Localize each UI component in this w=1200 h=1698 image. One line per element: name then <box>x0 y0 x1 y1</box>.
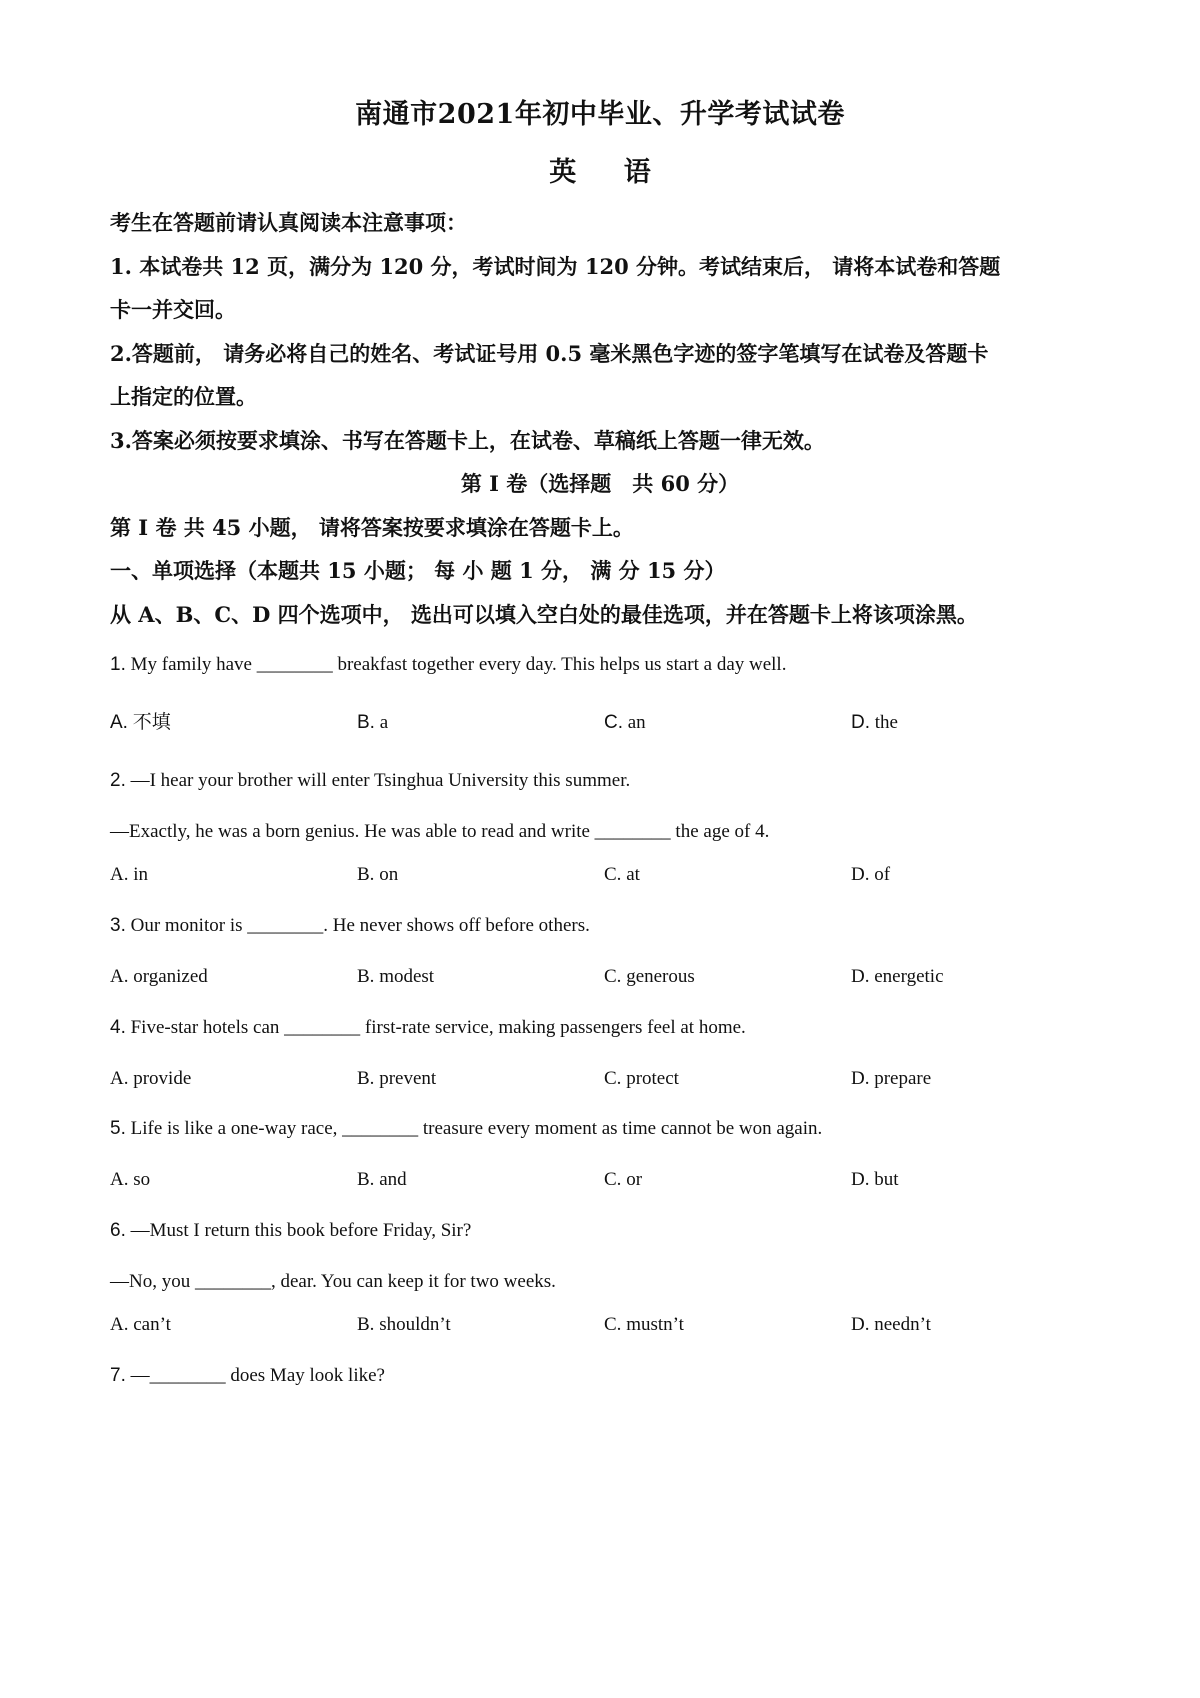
option-text: generous <box>626 966 695 987</box>
option-b <box>357 710 388 736</box>
question-4-options <box>110 1066 1100 1092</box>
question-number: 7. <box>110 1365 126 1386</box>
option-text: in <box>133 864 149 885</box>
question-text: Our monitor is ________. He never shows off before others. <box>130 915 590 936</box>
option-text: energetic <box>874 966 944 987</box>
option-text: of <box>874 864 891 885</box>
option-letter: D. <box>851 712 870 733</box>
option-d <box>851 1167 899 1193</box>
option-letter: B. <box>357 1169 375 1190</box>
question-text: —I hear your brother will enter Tsinghua University this summer. <box>130 770 631 791</box>
option-letter: B. <box>357 1314 375 1335</box>
option-text: or <box>626 1169 643 1190</box>
question-6-line-2: —No, you ________, dear. You can keep it for two weeks. <box>110 1271 556 1292</box>
option-text: prevent <box>379 1068 437 1089</box>
option-c <box>604 862 640 888</box>
question-6-options <box>110 1312 1100 1338</box>
option-a <box>110 964 208 990</box>
option-a <box>110 862 148 888</box>
option-text: at <box>626 864 640 885</box>
notice-item-1-cont: 卡一并交回。 <box>110 297 236 322</box>
option-d <box>851 862 890 888</box>
option-a <box>110 1066 191 1092</box>
question-text: —Must I return this book before Friday, Sir? <box>130 1220 472 1241</box>
option-text: organized <box>133 966 208 987</box>
section-instruction: 从 A、B、C、D 四个选项中， 选出可以填入空白处的最佳选项，并在答题卡上将该项涂黑。 <box>110 602 978 627</box>
question-2-line-2: —Exactly, he was a born genius. He was able to read and write ________ the age of 4. <box>110 821 770 842</box>
question-5-options <box>110 1167 1100 1193</box>
question-number: 1. <box>110 654 126 675</box>
option-d <box>851 1312 931 1338</box>
option-text: needn’t <box>874 1314 931 1335</box>
question-text: —________ does May look like? <box>130 1365 385 1386</box>
notice-heading: 考生在答题前请认真阅读本注意事项： <box>110 210 467 235</box>
question-number: 5. <box>110 1118 126 1139</box>
option-c <box>604 964 695 990</box>
option-text: mustn’t <box>626 1314 684 1335</box>
question-2 <box>110 768 1100 794</box>
question-number: 3. <box>110 915 126 936</box>
option-letter: C. <box>604 712 623 733</box>
option-a <box>110 1312 171 1338</box>
option-text: and <box>379 1169 407 1190</box>
option-text: but <box>874 1169 899 1190</box>
exam-title: 南通市2021年初中毕业、升学考试试卷 <box>355 99 845 130</box>
question-number: 6. <box>110 1220 126 1241</box>
option-letter: A. <box>110 864 129 885</box>
question-1 <box>110 652 1100 678</box>
option-b <box>357 862 398 888</box>
option-letter: B. <box>357 1068 375 1089</box>
option-letter: B. <box>357 712 375 733</box>
question-2-options <box>110 862 1100 888</box>
option-letter: C. <box>604 1068 622 1089</box>
option-b <box>357 1312 451 1338</box>
option-d <box>851 964 944 990</box>
option-letter: A. <box>110 1169 129 1190</box>
notice-item-2: 2.答题前， 请务必将自己的姓名、考试证号用 0.5 毫米黑色字迹的签字笔填写在试卷及答题卡 <box>110 341 989 366</box>
question-4 <box>110 1015 1100 1041</box>
question-text: Five-star hotels can ________ first-rate service, making passengers feel at home. <box>130 1017 746 1038</box>
option-text: a <box>379 712 389 733</box>
option-a <box>110 1167 150 1193</box>
question-6 <box>110 1218 1100 1244</box>
option-letter: A. <box>110 1068 129 1089</box>
notice-item-1: 1. 本试卷共 12 页，满分为 120 分，考试时间为 120 分钟。考试结束后， 请将本试卷和答题 <box>110 254 1001 279</box>
exam-subject: 英 语 <box>549 157 651 188</box>
option-letter: C. <box>604 1169 622 1190</box>
question-7 <box>110 1363 1100 1389</box>
option-text: prepare <box>874 1068 932 1089</box>
option-letter: D. <box>851 1068 870 1089</box>
option-text: provide <box>133 1068 192 1089</box>
option-b <box>357 964 434 990</box>
option-text: shouldn’t <box>379 1314 451 1335</box>
question-3 <box>110 913 1100 939</box>
option-c <box>604 1066 679 1092</box>
option-letter: D. <box>851 966 870 987</box>
option-letter: A. <box>110 966 129 987</box>
option-c <box>604 1167 642 1193</box>
option-letter: B. <box>357 966 375 987</box>
section-title: 一、单项选择（本题共 15 小题； 每 小 题 1 分， 满 分 15 分） <box>110 558 726 583</box>
notice-item-3: 3.答案必须按要求填涂、书写在答题卡上，在试卷、草稿纸上答题一律无效。 <box>110 428 825 453</box>
option-letter: A. <box>110 712 128 733</box>
question-text: My family have ________ breakfast together every day. This helps us start a day well. <box>130 654 787 675</box>
option-b <box>357 1167 407 1193</box>
option-letter: C. <box>604 966 622 987</box>
option-text: protect <box>626 1068 679 1089</box>
option-letter: C. <box>604 864 622 885</box>
option-text: modest <box>379 966 435 987</box>
question-text: Life is like a one-way race, ________ treasure every moment as time cannot be won again. <box>130 1118 823 1139</box>
option-text: so <box>133 1169 151 1190</box>
option-letter: A. <box>110 1314 129 1335</box>
option-letter: B. <box>357 864 375 885</box>
option-c <box>604 710 646 736</box>
option-b <box>357 1066 436 1092</box>
option-d <box>851 710 898 736</box>
option-c <box>604 1312 684 1338</box>
option-text: 不填 <box>132 712 171 733</box>
question-number: 2. <box>110 770 126 791</box>
option-letter: D. <box>851 1169 870 1190</box>
option-letter: D. <box>851 864 870 885</box>
part-instruction: 第 I 卷 共 45 小题， 请将答案按要求填涂在答题卡上。 <box>110 515 634 540</box>
question-1-options <box>110 710 1100 736</box>
option-text: can’t <box>133 1314 171 1335</box>
question-5 <box>110 1116 1100 1142</box>
option-d <box>851 1066 931 1092</box>
option-a <box>110 710 171 736</box>
option-letter: D. <box>851 1314 870 1335</box>
option-letter: C. <box>604 1314 622 1335</box>
part-heading: 第 I 卷（选择题 共 60 分） <box>460 471 740 496</box>
question-3-options <box>110 964 1100 990</box>
option-text: the <box>874 712 898 733</box>
notice-item-2-cont: 上指定的位置。 <box>110 384 257 409</box>
question-number: 4. <box>110 1017 126 1038</box>
option-text: an <box>627 712 646 733</box>
option-text: on <box>379 864 399 885</box>
